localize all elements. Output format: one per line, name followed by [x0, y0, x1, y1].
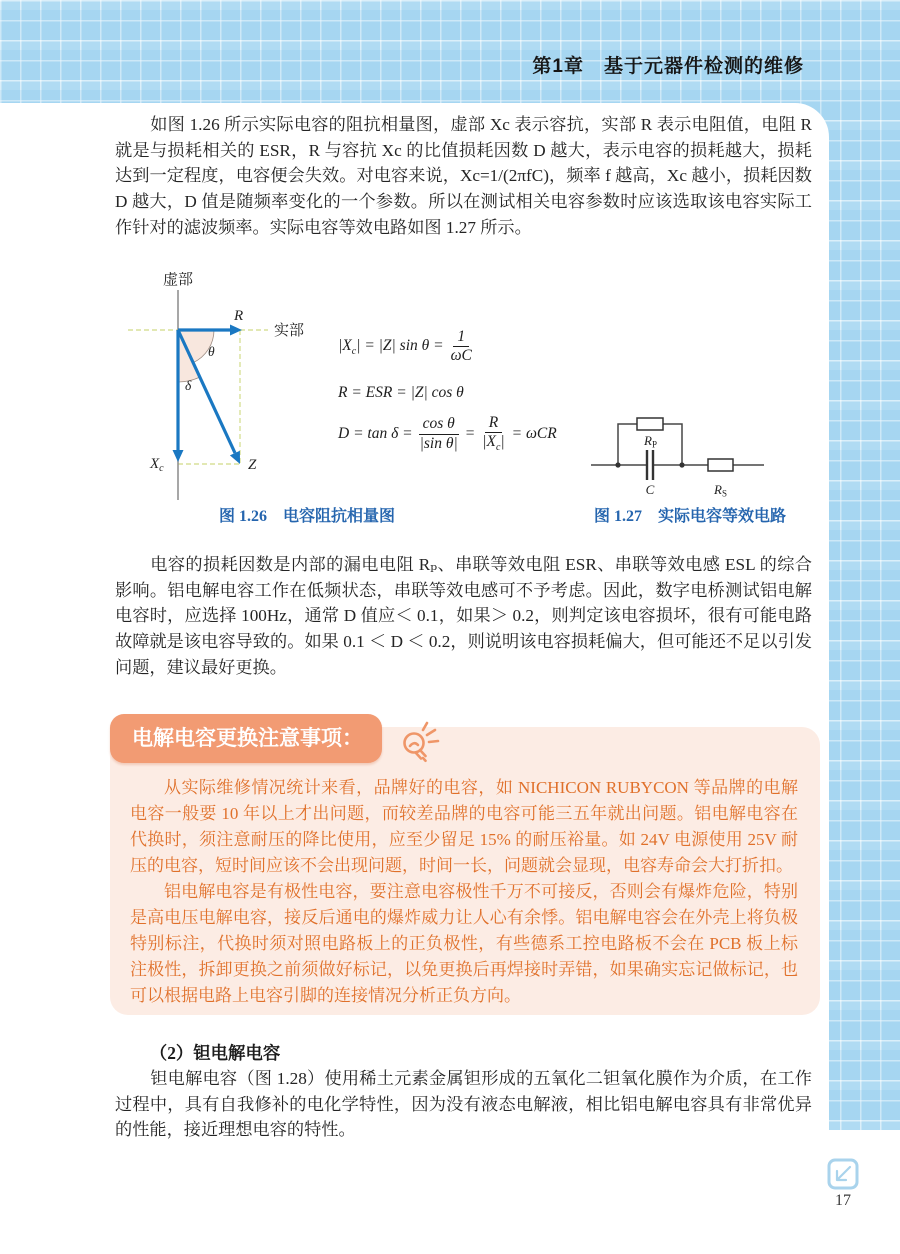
parallel-loop-wire: [618, 424, 637, 465]
parallel-loop-wire-2: [663, 424, 682, 465]
paragraph-impedance-intro: 如图 1.26 所示实际电容的阻抗相量图，虚部 Xc 表示容抗，实部 R 表示电阻值，电阻 R 就是与损耗相关的 ESR，R 与容抗 Xc 的比值损耗因数 D 越大，表示电容的损耗越大，损耗达到一定程度，电容便会失效。对电容来说，Xc=1/(2πfC)，频率 f 越高，Xc 越小，损耗因数 D 越大，D 值是随频率变化的一个参数。所以在测试相关电容参数时应该选取该电容实际工作针对的滤波频率。实际电容等效电路如图 1.27 所示。: [115, 115, 812, 237]
resistor-rp-box: [637, 418, 663, 430]
page-number: 17: [835, 1192, 851, 1209]
equivalent-circuit-diagram: [588, 410, 773, 502]
formula-loss-factor: D = tan δ = $\frac{\text{cos θ}}{\text{|sin θ|}}$ = $\frac{R}{|X_c|}$ = ωCR: [338, 414, 557, 454]
z-label: Z: [248, 457, 257, 473]
node-left: [615, 462, 620, 467]
rp-label: RP: [644, 433, 657, 450]
paragraph-tantalum: 钽电解电容（图 1.28）使用稀土元素金属钽形成的五氧化二钽氧化膜作为介质，在工作过程中，具有自我修补的电化学特性，因为没有液态电解液，相比铝电解电容具有非常优异的性能，接近理想电容的特性。: [115, 1069, 812, 1140]
note-title-text: 电解电容更换注意事项：: [132, 727, 363, 750]
note-box: [110, 727, 820, 1015]
node-right: [679, 462, 684, 467]
phasor-diagram: [122, 272, 322, 504]
figure-1-26-caption: 图 1.26 电容阻抗相量图: [218, 508, 395, 525]
note-paragraph-brands: 从实际维修情况统计来看，品牌好的电容，如 NICHICON RUBYCON 等品牌的电解电容一般要 10 年以上才出问题，而较差品牌的电容可能三五年就出问题。铝电解电容在代换时，须注意耐压的降比使用，应至少留足 15% 的耐压裕量。如 24V 电源使用 25V 耐压的电容，短时间应该不会出现问题，时间一长，问题就会显现，电容寿命会大打折扣。: [130, 778, 798, 875]
formula-xc: $|X_c| = |Z|$ sin θ = $\frac{1}{\omega C}$: [338, 328, 472, 365]
resistor-rs-box: [708, 459, 733, 471]
r-label: R: [234, 308, 244, 324]
paragraph-loss-factor: 电容的损耗因数是内部的漏电电阻 Rₚ、串联等效电阻 ESR、串联等效电感 ESL 的综合影响。铝电解电容工作在低频状态，串联等效电感可不予考虑。因此，数字电桥测试铝电解电容时，应选择 100Hz，通常 D 值应＜ 0.1，如果＞ 0.2，则判定该电容损坏，很有可能电路故障就是该电容导致的。如果 0.1 ＜ D ＜ 0.2，则说明该电容损耗偏大，但可能还不足以引发问题，建议最好更换。: [115, 555, 812, 677]
xc-label: $X_c$: [150, 456, 164, 474]
rs-label: RS: [714, 482, 727, 499]
delta-label: δ: [185, 378, 192, 393]
c-label: C: [645, 482, 655, 497]
figure-1-27-caption: 图 1.27 实际电容等效电路: [593, 508, 786, 525]
note-title-tag: [110, 714, 382, 763]
real-axis-label: 实部: [274, 323, 305, 339]
formula-esr: R = ESR = |Z| cos θ: [338, 384, 464, 401]
xc-vector-arrowhead: [173, 450, 184, 462]
theta-label: θ: [208, 344, 215, 359]
chapter-header: 第1章 基于元器件检测的维修: [532, 56, 804, 77]
note-paragraph-polarity: 铝电解电容是有极性电容，要注意电容极性千万不可接反，否则会有爆炸危险，特别是高电压电解电容，接反后通电的爆炸威力让人心有余悸。铝电解电容会在外壳上将负极特别标注，代换时须对照电路板上的正负极性，有些德系工控电路板不会在 PCB 板上标注极性，拆卸更换之前须做好标记，以免更换后再焊接时弄错，如果确实忘记做标记，也可以根据电路上电容引脚的连接情况分析正负方向。: [130, 882, 798, 1005]
page-corner-icon: [826, 1156, 860, 1192]
section-heading-tantalum: （2）钽电解电容: [149, 1043, 281, 1063]
imag-axis-label: 虚部: [162, 272, 194, 288]
lightbulb-icon: [396, 716, 442, 764]
